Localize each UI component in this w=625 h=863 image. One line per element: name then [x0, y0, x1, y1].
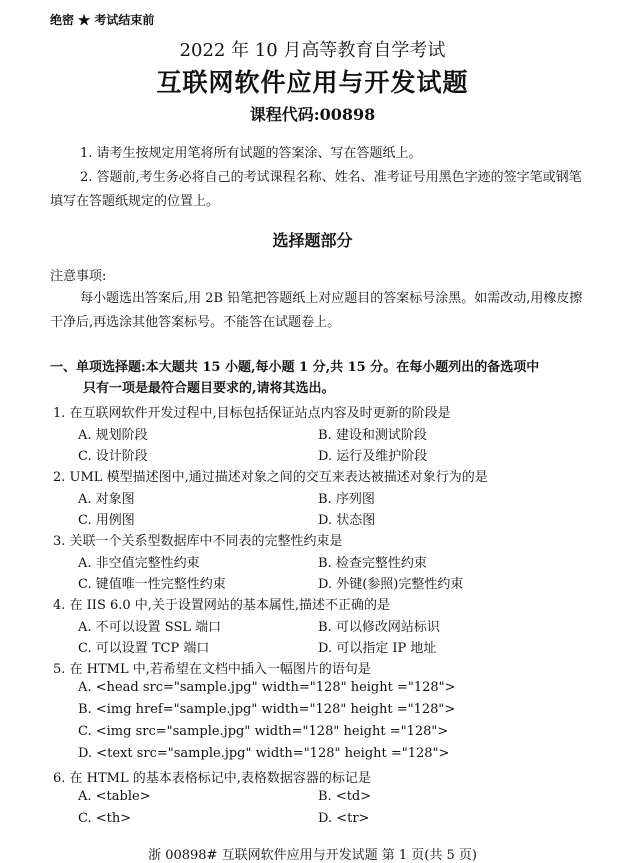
question-1-option-a: A. 规划阶段 [78, 428, 148, 443]
question-6-stem: 6. 在 HTML 的基本表格标记中,表格数据容器的标记是 [53, 771, 371, 786]
part1-line2: 只有一项是最符合题目要求的,请将其选出。 [83, 381, 335, 396]
question-4-stem: 4. 在 IIS 6.0 中,关于设置网站的基本属性,描述不正确的是 [53, 598, 391, 613]
question-2-option-d: D. 状态图 [318, 513, 376, 528]
question-1-option-d: D. 运行及维护阶段 [318, 449, 428, 464]
question-5-option-c: C. <img src="sample.jpg" width="128" height ="128"> [78, 724, 449, 739]
question-2-stem: 2. UML 模型描述图中,通过描述对象之间的交互来表达被描述对象行为的是 [53, 470, 488, 485]
question-4-option-d: D. 可以指定 IP 地址 [318, 641, 437, 656]
course-code: 课程代码:00898 [249, 105, 376, 124]
section-title: 选择题部分 [272, 231, 353, 250]
question-6-option-d: D. <tr> [318, 811, 370, 826]
question-5-option-d: D. <text src="sample.jpg" width="128" height ="128"> [78, 746, 450, 761]
secret-label: 绝密 ★ 考试结束前 [50, 13, 155, 27]
question-6-option-b: B. <td> [318, 789, 372, 804]
question-6-option-a: A. <table> [78, 789, 151, 804]
page-footer: 浙 00898# 互联网软件应用与开发试题 第 1 页(共 5 页) [148, 848, 477, 863]
question-4-option-a: A. 不可以设置 SSL 端口 [78, 620, 222, 635]
question-6-option-c: C. <th> [78, 811, 132, 826]
instruction-2: 2. 答题前,考生务必将自己的考试课程名称、姓名、准考证号用黑色字迹的签字笔或钢笔填写在答题纸规定的位置上。 [50, 170, 582, 209]
notice-label: 注意事项: [50, 269, 107, 284]
part1-heading [50, 357, 610, 399]
instruction-1: 1. 请考生按规定用笔将所有试题的答案涂、写在答题纸上。 [80, 146, 422, 161]
question-2-option-a: A. 对象图 [78, 492, 135, 507]
question-3-option-b: B. 检查完整性约束 [318, 556, 427, 571]
question-1-option-c: C. 设计阶段 [78, 449, 148, 464]
question-2-option-c: C. 用例图 [78, 513, 135, 528]
question-3-option-c: C. 键值唯一性完整性约束 [78, 577, 226, 592]
question-2-option-b: B. 序列图 [318, 492, 375, 507]
question-3-option-a: A. 非空值完整性约束 [78, 556, 200, 571]
question-5-option-a: A. <head src="sample.jpg" width="128" height ="128"> [78, 680, 456, 695]
part1-line1: 一、单项选择题:本大题共 15 小题,每小题 1 分,共 15 分。在每小题列出的备选项中 [50, 360, 540, 375]
question-4-option-c: C. 可以设置 TCP 端口 [78, 641, 210, 656]
subject-title: 互联网软件应用与开发试题 [156, 68, 469, 97]
question-1-option-b: B. 建设和测试阶段 [318, 428, 427, 443]
question-3-option-d: D. 外键(参照)完整性约束 [318, 577, 464, 592]
question-5-stem: 5. 在 HTML 中,若希望在文档中插入一幅图片的语句是 [53, 662, 371, 677]
question-4-option-b: B. 可以修改网站标识 [318, 620, 440, 635]
exam-title: 2022 年 10 月高等教育自学考试 [179, 40, 446, 61]
question-5-option-b: B. <img href="sample.jpg" width="128" height ="128"> [78, 702, 456, 717]
question-3-stem: 3. 关联一个关系型数据库中不同表的完整性约束是 [53, 534, 343, 549]
notice-text: 每小题选出答案后,用 2B 铅笔把答题纸上对应题目的答案标号涂黑。如需改动,用橡皮擦干净后,再选涂其他答案标号。不能答在试题卷上。 [50, 291, 583, 330]
question-1-stem: 1. 在互联网软件开发过程中,目标包括保证站点内容及时更新的阶段是 [53, 406, 451, 421]
